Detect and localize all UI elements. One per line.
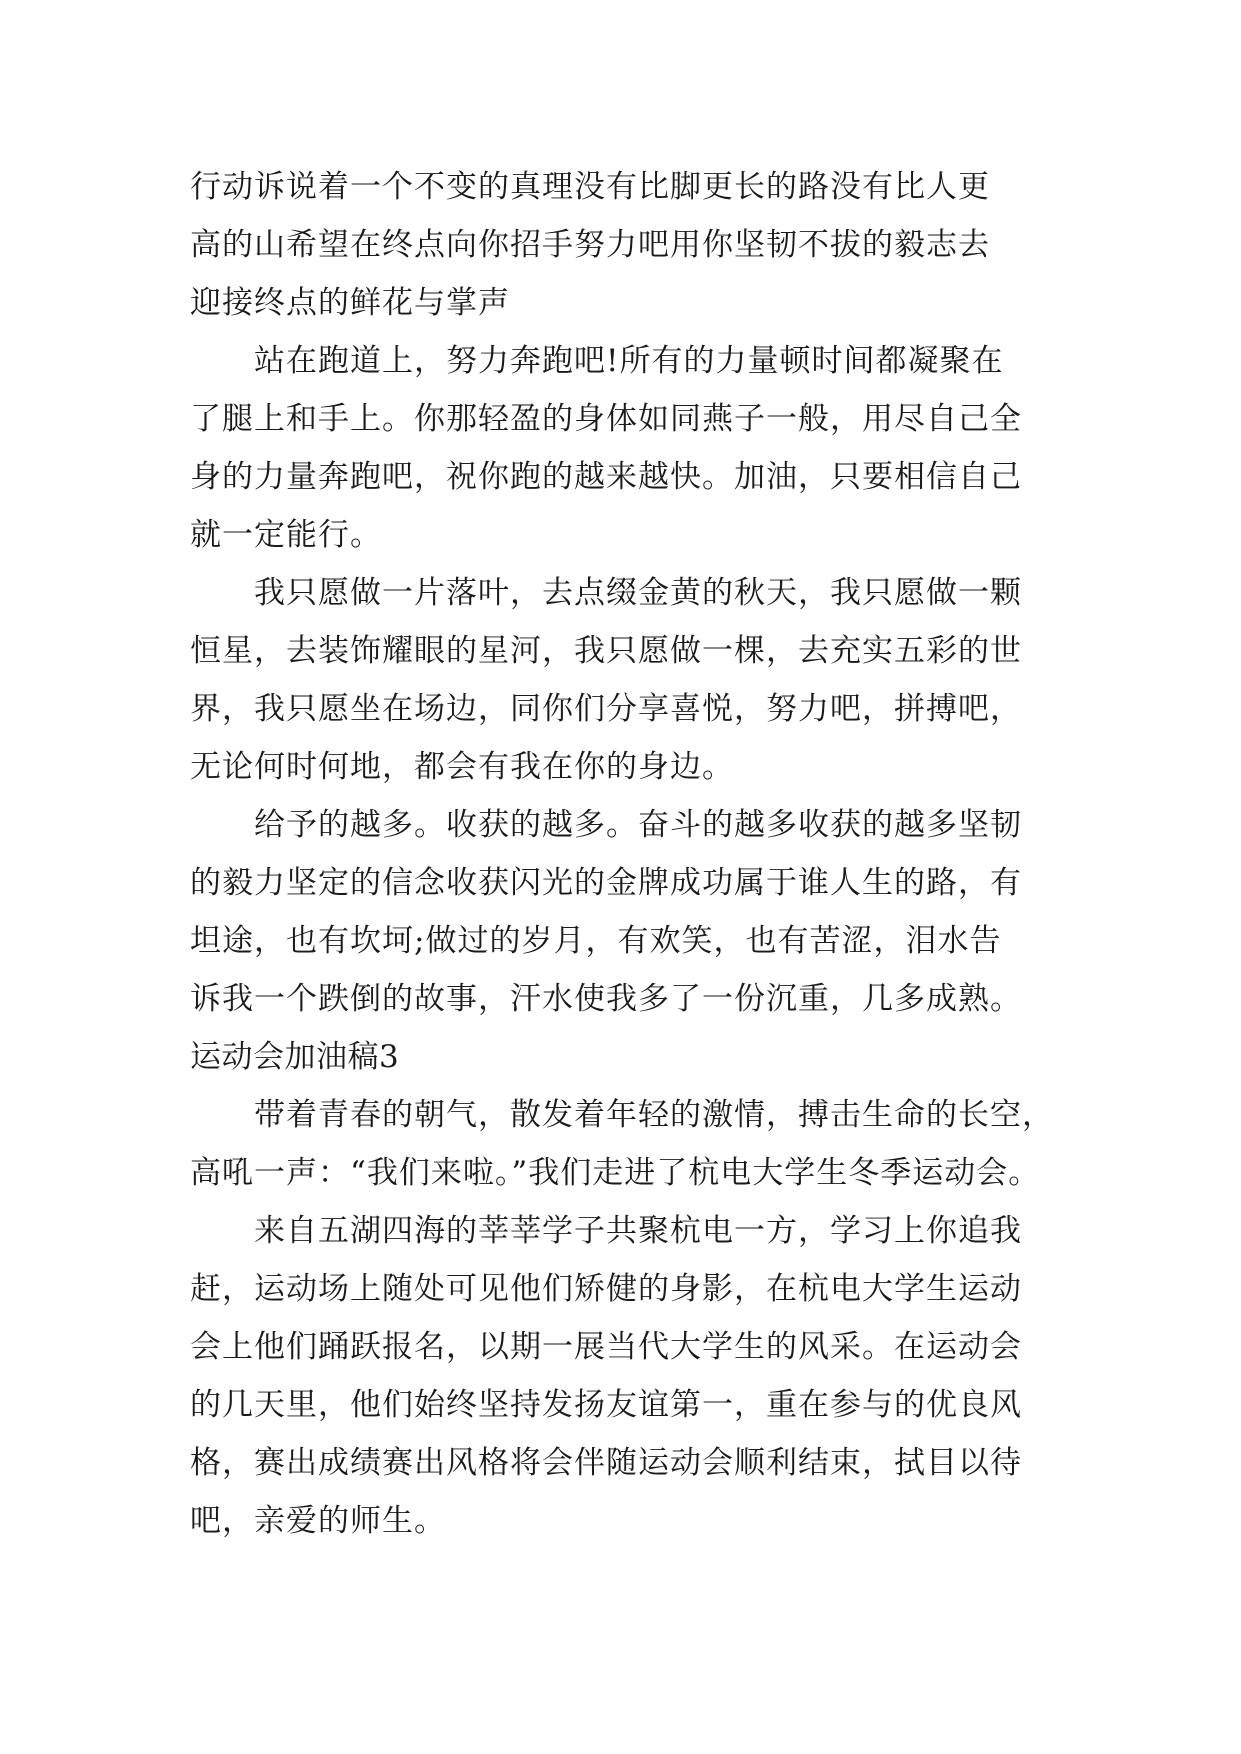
- text-line: 的毅力坚定的信念收获闪光的金牌成功属于谁人生的路，有: [190, 865, 1022, 901]
- text-line: 坦途，也有坎坷;做过的岁月，有欢笑，也有苦涩，泪水告: [190, 923, 1002, 959]
- text-line: 身的力量奔跑吧，祝你跑的越来越快。加油，只要相信自己: [190, 459, 1022, 495]
- text-line: 了腿上和手上。你那轻盈的身体如同燕子一般，用尽自己全: [190, 401, 1022, 437]
- paragraph-first-line: 站在跑道上，努力奔跑吧!所有的力量顿时间都凝聚在: [254, 343, 1004, 379]
- text-line: 高吼一声：“我们来啦。”我们走进了杭电大学生冬季运动会。: [190, 1155, 1041, 1191]
- paragraph-first-line: 来自五湖四海的莘莘学子共聚杭电一方，学习上你追我: [254, 1213, 1022, 1249]
- text-line: 格，赛出成绩赛出风格将会伴随运动会顺利结束，拭目以待: [190, 1445, 1022, 1481]
- text-line: 诉我一个跌倒的故事，汗水使我多了一份沉重，几多成熟。: [190, 981, 1022, 1017]
- text-line: 无论何时何地，都会有我在你的身边。: [190, 749, 734, 785]
- text-line: 高的山希望在终点向你招手努力吧用你坚韧不拔的毅志去: [190, 227, 990, 263]
- text-line: 就一定能行。: [190, 517, 382, 553]
- document-body: [190, 158, 1060, 1550]
- text-line: 恒星，去装饰耀眼的星河，我只愿做一棵，去充实五彩的世: [190, 633, 1022, 669]
- paragraph-first-line: 给予的越多。收获的越多。奋斗的越多收获的越多坚韧: [254, 807, 1022, 843]
- text-line: 迎接终点的鲜花与掌声: [190, 285, 510, 321]
- text-line: 赶，运动场上随处可见他们矫健的身影，在杭电大学生运动: [190, 1271, 1022, 1307]
- paragraph-first-line: 带着青春的朝气，散发着年轻的激情，搏击生命的长空，: [254, 1097, 1054, 1133]
- paragraph-first-line: 我只愿做一片落叶，去点缀金黄的秋天，我只愿做一颗: [254, 575, 1022, 611]
- section-heading: 运动会加油稿3: [190, 1039, 400, 1075]
- text-line: 会上他们踊跃报名，以期一展当代大学生的风采。在运动会: [190, 1329, 1022, 1365]
- text-line: 行动诉说着一个不变的真理没有比脚更长的路没有比人更: [190, 169, 990, 205]
- text-line: 界，我只愿坐在场边，同你们分享喜悦，努力吧，拼搏吧，: [190, 691, 1022, 727]
- text-line: 的几天里，他们始终坚持发扬友谊第一，重在参与的优良风: [190, 1387, 1022, 1423]
- text-line: 吧，亲爱的师生。: [190, 1503, 446, 1539]
